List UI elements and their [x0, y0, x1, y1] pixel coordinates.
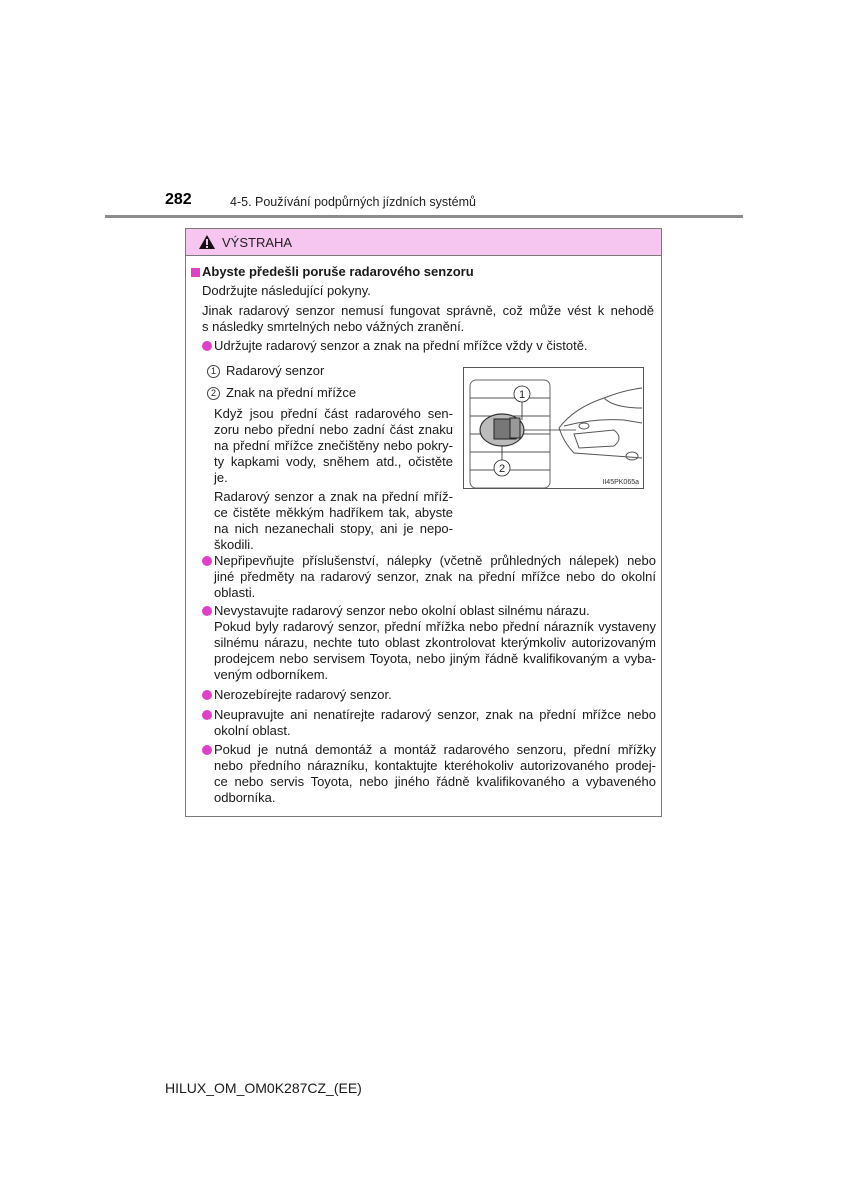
bullet-dot [202, 341, 212, 351]
bullet-4-text: Nerozebírejte radarový senzor. [214, 687, 392, 702]
bullet-2-line-3: oblasti. [214, 585, 256, 600]
para-a-line-3: na přední mřížce znečištěny nebo pokry- [214, 438, 453, 453]
sensor-figure [463, 367, 644, 489]
warning-title: VÝSTRAHA [222, 234, 293, 250]
legend-num-2: 2 [207, 387, 220, 400]
intro-text-1: Dodržujte následující pokyny. [202, 283, 371, 298]
bullet-6-line-4: odborníka. [214, 790, 276, 805]
bullet-2-line-1: Nepřipevňujte příslušenství, nálepky (včetně průhledných nálepek) nebo [214, 553, 656, 568]
para-a-line-1: Když jsou přední část radarového sen- [214, 406, 453, 421]
page-number: 282 [165, 191, 192, 208]
bullet-3-line-4: prodejcem nebo servisem Toyota, nebo jiným řádně kvalifikovaným a vyba- [214, 651, 656, 666]
para-b-line-1: Radarový senzor a znak na přední mříž- [214, 489, 453, 504]
bullet-5-line-1: Neupravujte ani nenatírejte radarový senzor, znak na přední mřížce nebo [214, 707, 656, 722]
footer-doc-id: HILUX_OM_OM0K287CZ_(EE) [165, 1080, 362, 1096]
heading-square-bullet [191, 268, 200, 277]
bullet-2-line-2: jiné předměty na radarový senzor, znak na přední mřížce nebo do okolní [214, 569, 656, 584]
figure-code: II45PK065a [602, 479, 639, 486]
radar-sensor-illustration [464, 368, 644, 489]
para-b-line-4: škodili. [214, 537, 254, 552]
bullet-6-line-1: Pokud je nutná demontáž a montáž radarového senzoru, přední mřížky [214, 742, 656, 757]
bullet-1-text: Udržujte radarový senzor a znak na přední mřížce vždy v čistotě. [214, 338, 588, 353]
bullet-6-line-3: ce nebo servis Toyota, nebo jiného řádně kvalifikovaného a vybaveného [214, 774, 656, 789]
bullet-3-line-3: silnému nárazu, nechte tuto oblast zkontrolovat kterýmkoliv autorizovaným [214, 635, 656, 650]
warning-heading: Abyste předešli poruše radarového senzoru [202, 264, 474, 279]
bullet-dot [202, 556, 212, 566]
para-b-line-2: ce čistěte měkkým hadříkem tak, abyste [214, 505, 453, 520]
bullet-3-line-2: Pokud byly radarový senzor, přední mřížka nebo přední nárazník vystaveny [214, 619, 656, 634]
legend-label-2: Znak na přední mřížce [226, 385, 357, 400]
bullet-dot [202, 606, 212, 616]
para-b-line-3: na nich nezanechali stopy, ani je nepo- [214, 521, 453, 536]
bullet-dot [202, 745, 212, 755]
bullet-3-line-1: Nevystavujte radarový senzor nebo okolní oblast silnému nárazu. [214, 603, 590, 618]
para-a-line-4: ty kapkami vody, sněhem atd., očistěte [214, 454, 453, 469]
warning-header [186, 229, 661, 256]
intro-text-2-line-1: Jinak radarový senzor nemusí fungovat správně, což může vést k nehodě [202, 303, 654, 318]
legend-num-1: 1 [207, 365, 220, 378]
bullet-3-line-5: veným odborníkem. [214, 667, 329, 682]
para-a-line-2: zoru nebo přední nebo zadní část znaku [214, 422, 453, 437]
bullet-dot [202, 710, 212, 720]
figure-callout-2: 2 [498, 463, 506, 475]
section-title: 4-5. Používání podpůrných jízdních systémů [230, 195, 476, 209]
legend-label-1: Radarový senzor [226, 363, 325, 378]
warning-triangle-icon [198, 234, 216, 250]
bullet-dot [202, 690, 212, 700]
intro-text-2-line-2: s následky smrtelných nebo vážných zranění. [202, 319, 465, 334]
figure-callout-1: 1 [518, 389, 526, 401]
bullet-6-line-2: nebo předního nárazníku, kontaktujte kteréhokoliv autorizovaného prodej- [214, 758, 656, 773]
bullet-5-line-2: okolní oblast. [214, 723, 291, 738]
header-rule [105, 215, 743, 218]
para-a-line-5: je. [214, 470, 228, 485]
